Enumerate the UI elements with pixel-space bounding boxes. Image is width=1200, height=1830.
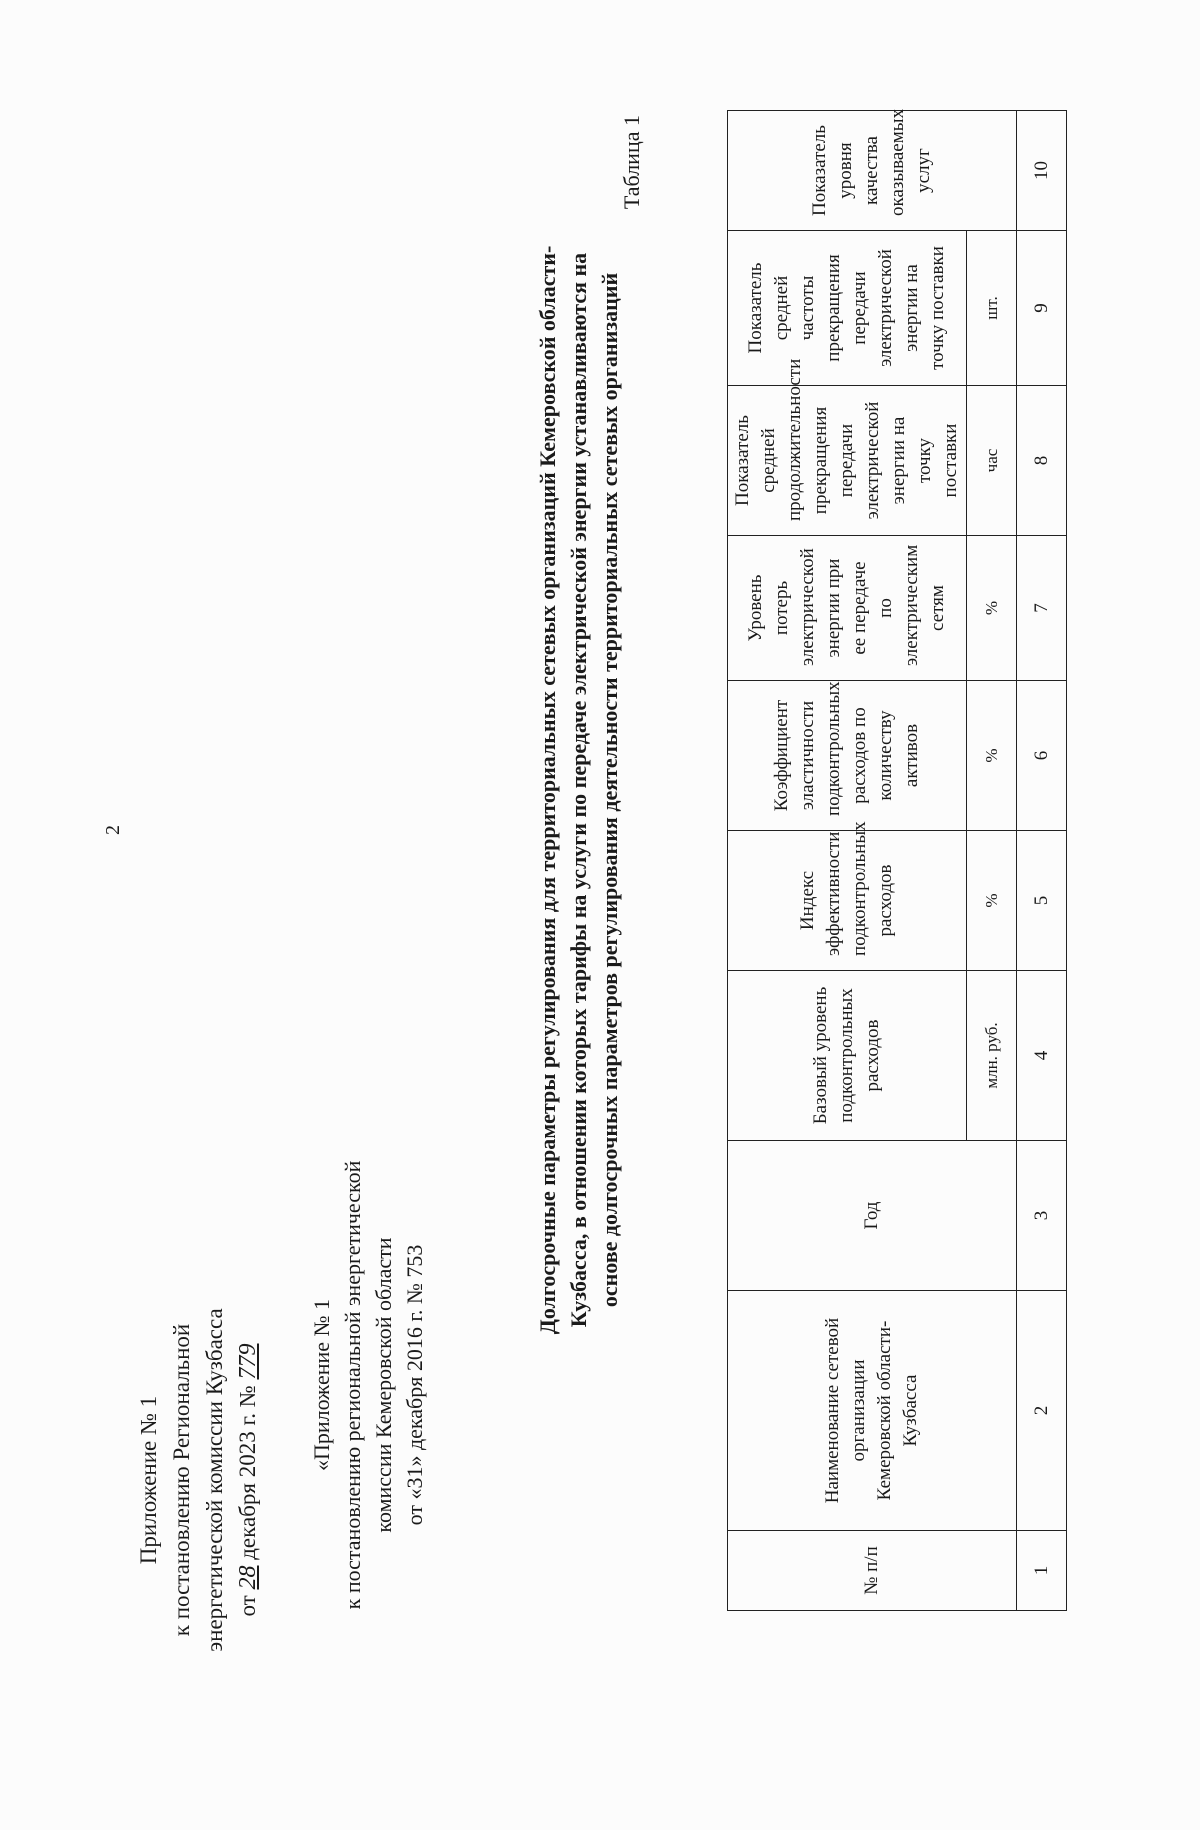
table-label: Таблица 1 <box>619 115 644 210</box>
appendix-line: комиссии Кемеровской области <box>371 1237 396 1533</box>
unit-cell: % <box>967 536 1017 681</box>
unit-cell: % <box>967 831 1017 971</box>
document-title <box>532 90 625 1490</box>
title-line: Кузбасса, в отношении которых тарифы на услуги по передаче электрической энергии устанавливаются на <box>566 252 591 1328</box>
column-number-cell: 4 <box>1017 971 1067 1141</box>
appendix-line: от «31» декабря 2016 г. № 753 <box>402 1244 427 1526</box>
date-prefix: от <box>235 1595 260 1617</box>
header-cell-year: Год <box>728 1141 1017 1291</box>
title-line: Долгосрочные параметры регулирования для территориальных сетевых организаций Кемеровской области- <box>535 245 560 1335</box>
parameters-table <box>727 110 1067 1611</box>
unit-cell: % <box>967 681 1017 831</box>
column-number-cell: 3 <box>1017 1141 1067 1291</box>
header-cell-num: № п/п <box>728 1531 1017 1611</box>
column-number-cell: 1 <box>1017 1531 1067 1611</box>
column-number-cell: 7 <box>1017 536 1067 681</box>
header-cell: Показатель средней частоты прекращения передачи электрической энергии на точку поставки <box>728 231 967 386</box>
unit-cell: шт. <box>967 231 1017 386</box>
column-number-cell: 9 <box>1017 231 1067 386</box>
header-cell: Индекс эффективности подконтрольных расходов <box>728 831 967 971</box>
previous-appendix-block <box>306 1085 430 1685</box>
page-number: 2 <box>102 825 124 835</box>
appendix-line: к постановлению региональной энергетической <box>340 1160 365 1610</box>
column-number-cell: 6 <box>1017 681 1067 831</box>
column-number-cell: 2 <box>1017 1291 1067 1531</box>
appendix-block <box>132 1130 265 1830</box>
column-number-cell: 8 <box>1017 386 1067 536</box>
header-cell: Базовый уровень подконтрольных расходов <box>728 971 967 1141</box>
handwritten-number: 779 <box>235 1343 261 1380</box>
title-line: основе долгосрочных параметров регулирования деятельности территориальных сетевых организаций <box>597 272 622 1308</box>
appendix-line: энергетической комиссии Кузбасса <box>202 1308 227 1652</box>
header-cell: Показатель средней продолжительности прекращения передачи электрической энергии на точку поставки <box>728 386 967 536</box>
appendix-line: к постановлению Региональной <box>169 1323 194 1637</box>
column-number-cell: 10 <box>1017 111 1067 231</box>
header-cell-org: Наименование сетевой организации Кемеровской области-Кузбасса <box>728 1291 1017 1531</box>
appendix-line: «Приложение № 1 <box>309 1298 334 1472</box>
date-rest: декабря 2023 г. № <box>235 1385 260 1560</box>
unit-cell: млн. руб. <box>967 971 1017 1141</box>
appendix-line: Приложение № 1 <box>136 1395 161 1565</box>
unit-cell: час <box>967 386 1017 536</box>
header-cell: Уровень потерь электрической энергии при ее передаче по электрическим сетям <box>728 536 967 681</box>
column-number-cell: 5 <box>1017 831 1067 971</box>
header-cell: Коэффициент эластичности подконтрольных расходов по количеству активов <box>728 681 967 831</box>
handwritten-day: 28 <box>235 1565 261 1590</box>
appendix-date-line <box>231 1130 265 1830</box>
header-cell-quality: Показатель уровня качества оказываемых услуг <box>728 111 1017 231</box>
